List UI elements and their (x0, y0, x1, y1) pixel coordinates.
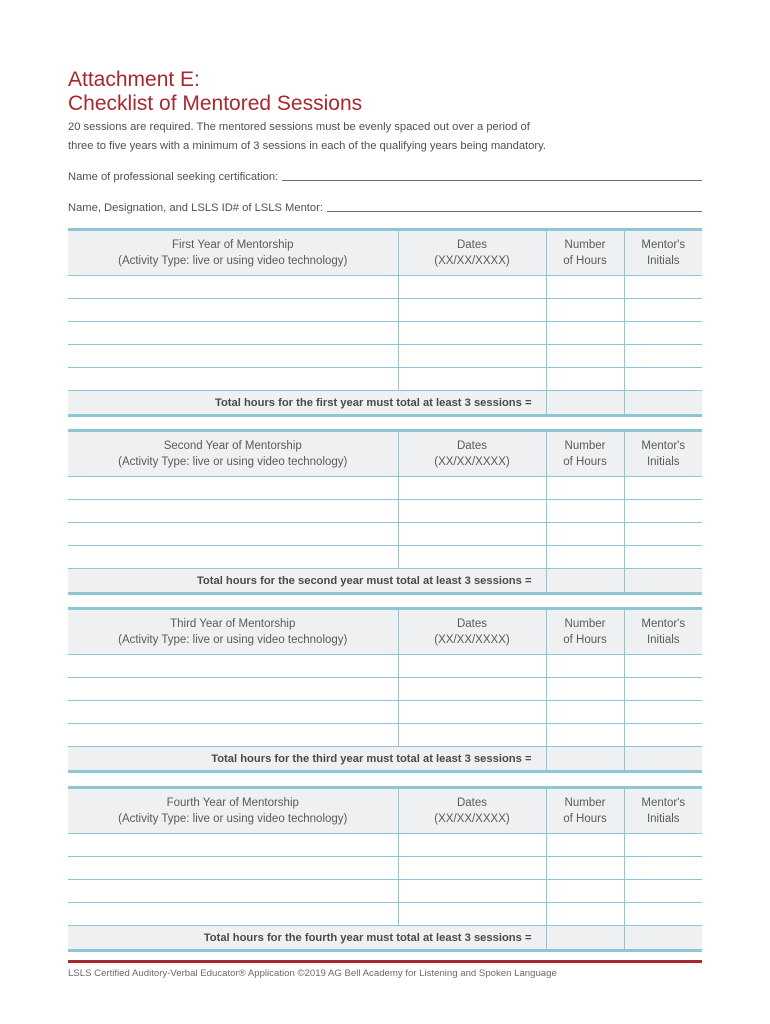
initials-cell[interactable] (624, 477, 702, 500)
dates-cell[interactable] (398, 368, 546, 391)
table-row (68, 523, 702, 546)
activity-cell[interactable] (68, 322, 398, 345)
activity-cell[interactable] (68, 834, 398, 857)
hours-cell[interactable] (546, 500, 624, 523)
initials-cell[interactable] (624, 834, 702, 857)
activity-cell[interactable] (68, 701, 398, 724)
intro-line-1: 20 sessions are required. The mentored sessions must be evenly spaced out over a period of (68, 121, 530, 133)
page-title (68, 68, 362, 116)
activity-cell[interactable] (68, 500, 398, 523)
activity-cell[interactable] (68, 857, 398, 880)
mentorship-table-year-1 (68, 228, 702, 417)
table-row (68, 724, 702, 747)
dates-column-header: Dates (XX/XX/XXXX) (398, 431, 546, 477)
hours-column-header: Number of Hours (546, 609, 624, 655)
dates-cell[interactable] (398, 678, 546, 701)
table-row (68, 701, 702, 724)
dates-cell[interactable] (398, 523, 546, 546)
initials-column-header: Mentor's Initials (624, 230, 702, 276)
table-header-row (68, 431, 702, 477)
professional-name-input[interactable] (282, 170, 702, 181)
table-row (68, 322, 702, 345)
intro-text (68, 118, 708, 156)
initials-column-header: Mentor's Initials (624, 609, 702, 655)
hours-cell[interactable] (546, 276, 624, 299)
hours-cell[interactable] (546, 655, 624, 678)
mentorship-table-year-2 (68, 429, 702, 595)
activity-cell[interactable] (68, 345, 398, 368)
table-row (68, 655, 702, 678)
initials-cell[interactable] (624, 701, 702, 724)
initials-cell[interactable] (624, 322, 702, 345)
initials-cell[interactable] (624, 500, 702, 523)
total-initials-cell[interactable] (624, 747, 702, 772)
total-hours-label: Total hours for the fourth year must total at least 3 sessions = (68, 926, 546, 951)
initials-cell[interactable] (624, 903, 702, 926)
activity-cell[interactable] (68, 276, 398, 299)
dates-cell[interactable] (398, 299, 546, 322)
table-row (68, 546, 702, 569)
table-row (68, 276, 702, 299)
total-hours-cell[interactable] (546, 926, 624, 951)
activity-column-header: Fourth Year of Mentorship (Activity Type: live or using video technology) (68, 788, 398, 834)
table-row (68, 857, 702, 880)
dates-column-header: Dates (XX/XX/XXXX) (398, 609, 546, 655)
dates-cell[interactable] (398, 701, 546, 724)
initials-cell[interactable] (624, 368, 702, 391)
total-initials-cell[interactable] (624, 391, 702, 416)
table-row (68, 678, 702, 701)
table-row (68, 368, 702, 391)
total-row (68, 391, 702, 416)
initials-cell[interactable] (624, 655, 702, 678)
table-header-row (68, 609, 702, 655)
activity-column-header: Third Year of Mentorship (Activity Type: live or using video technology) (68, 609, 398, 655)
initials-cell[interactable] (624, 857, 702, 880)
initials-cell[interactable] (624, 299, 702, 322)
total-initials-cell[interactable] (624, 569, 702, 594)
hours-column-header: Number of Hours (546, 230, 624, 276)
dates-cell[interactable] (398, 655, 546, 678)
table-row (68, 299, 702, 322)
title-line-2: Checklist of Mentored Sessions (68, 92, 363, 115)
activity-cell[interactable] (68, 724, 398, 747)
dates-cell[interactable] (398, 276, 546, 299)
initials-cell[interactable] (624, 724, 702, 747)
hours-cell[interactable] (546, 345, 624, 368)
activity-cell[interactable] (68, 299, 398, 322)
activity-cell[interactable] (68, 903, 398, 926)
hours-cell[interactable] (546, 368, 624, 391)
dates-cell[interactable] (398, 903, 546, 926)
initials-cell[interactable] (624, 546, 702, 569)
initials-column-header: Mentor's Initials (624, 431, 702, 477)
hours-cell[interactable] (546, 724, 624, 747)
mentorship-table-year-3 (68, 607, 702, 773)
dates-cell[interactable] (398, 880, 546, 903)
hours-cell[interactable] (546, 857, 624, 880)
hours-cell[interactable] (546, 299, 624, 322)
activity-column-header: First Year of Mentorship (Activity Type: live or using video technology) (68, 230, 398, 276)
dates-cell[interactable] (398, 857, 546, 880)
table-row (68, 834, 702, 857)
hours-cell[interactable] (546, 523, 624, 546)
professional-name-field (68, 170, 702, 183)
activity-cell[interactable] (68, 880, 398, 903)
initials-cell[interactable] (624, 678, 702, 701)
title-line-1: Attachment E: (68, 68, 200, 91)
total-hours-label: Total hours for the second year must total at least 3 sessions = (68, 569, 546, 594)
intro-line-2: three to five years with a minimum of 3 sessions in each of the qualifying years being mandatory. (68, 140, 546, 152)
hours-cell[interactable] (546, 880, 624, 903)
dates-cell[interactable] (398, 546, 546, 569)
table-row (68, 880, 702, 903)
hours-cell[interactable] (546, 322, 624, 345)
total-row (68, 569, 702, 594)
total-hours-label: Total hours for the first year must total at least 3 sessions = (68, 391, 546, 416)
professional-name-label: Name of professional seeking certification: (68, 171, 279, 183)
footer-text: LSLS Certified Auditory-Verbal Educator® Application ©2019 AG Bell Academy for Listening and Spoken Language (68, 968, 557, 979)
dates-cell[interactable] (398, 322, 546, 345)
activity-cell[interactable] (68, 523, 398, 546)
total-row (68, 747, 702, 772)
dates-cell[interactable] (398, 345, 546, 368)
dates-column-header: Dates (XX/XX/XXXX) (398, 788, 546, 834)
initials-cell[interactable] (624, 345, 702, 368)
total-hours-cell[interactable] (546, 569, 624, 594)
dates-cell[interactable] (398, 500, 546, 523)
hours-cell[interactable] (546, 477, 624, 500)
total-row (68, 926, 702, 951)
table-row (68, 345, 702, 368)
table-row (68, 477, 702, 500)
mentor-name-field (68, 201, 702, 214)
activity-cell[interactable] (68, 655, 398, 678)
table-header-row (68, 788, 702, 834)
hours-cell[interactable] (546, 678, 624, 701)
table-header-row (68, 230, 702, 276)
initials-cell[interactable] (624, 523, 702, 546)
table-row (68, 903, 702, 926)
total-initials-cell[interactable] (624, 926, 702, 951)
initials-cell[interactable] (624, 276, 702, 299)
dates-column-header: Dates (XX/XX/XXXX) (398, 230, 546, 276)
hours-column-header: Number of Hours (546, 431, 624, 477)
dates-cell[interactable] (398, 724, 546, 747)
total-hours-cell[interactable] (546, 391, 624, 416)
activity-cell[interactable] (68, 477, 398, 500)
mentorship-table-year-4 (68, 786, 702, 952)
table-row (68, 500, 702, 523)
activity-cell[interactable] (68, 678, 398, 701)
activity-column-header: Second Year of Mentorship (Activity Type: live or using video technology) (68, 431, 398, 477)
dates-cell[interactable] (398, 834, 546, 857)
hours-cell[interactable] (546, 701, 624, 724)
dates-cell[interactable] (398, 477, 546, 500)
activity-cell[interactable] (68, 368, 398, 391)
hours-cell[interactable] (546, 546, 624, 569)
footer-divider (68, 960, 702, 963)
initials-cell[interactable] (624, 880, 702, 903)
mentor-name-label: Name, Designation, and LSLS ID# of LSLS Mentor: (68, 202, 323, 214)
hours-column-header: Number of Hours (546, 788, 624, 834)
total-hours-cell[interactable] (546, 747, 624, 772)
hours-cell[interactable] (546, 834, 624, 857)
activity-cell[interactable] (68, 546, 398, 569)
hours-cell[interactable] (546, 903, 624, 926)
mentor-name-input[interactable] (327, 201, 702, 212)
total-hours-label: Total hours for the third year must total at least 3 sessions = (68, 747, 546, 772)
initials-column-header: Mentor's Initials (624, 788, 702, 834)
